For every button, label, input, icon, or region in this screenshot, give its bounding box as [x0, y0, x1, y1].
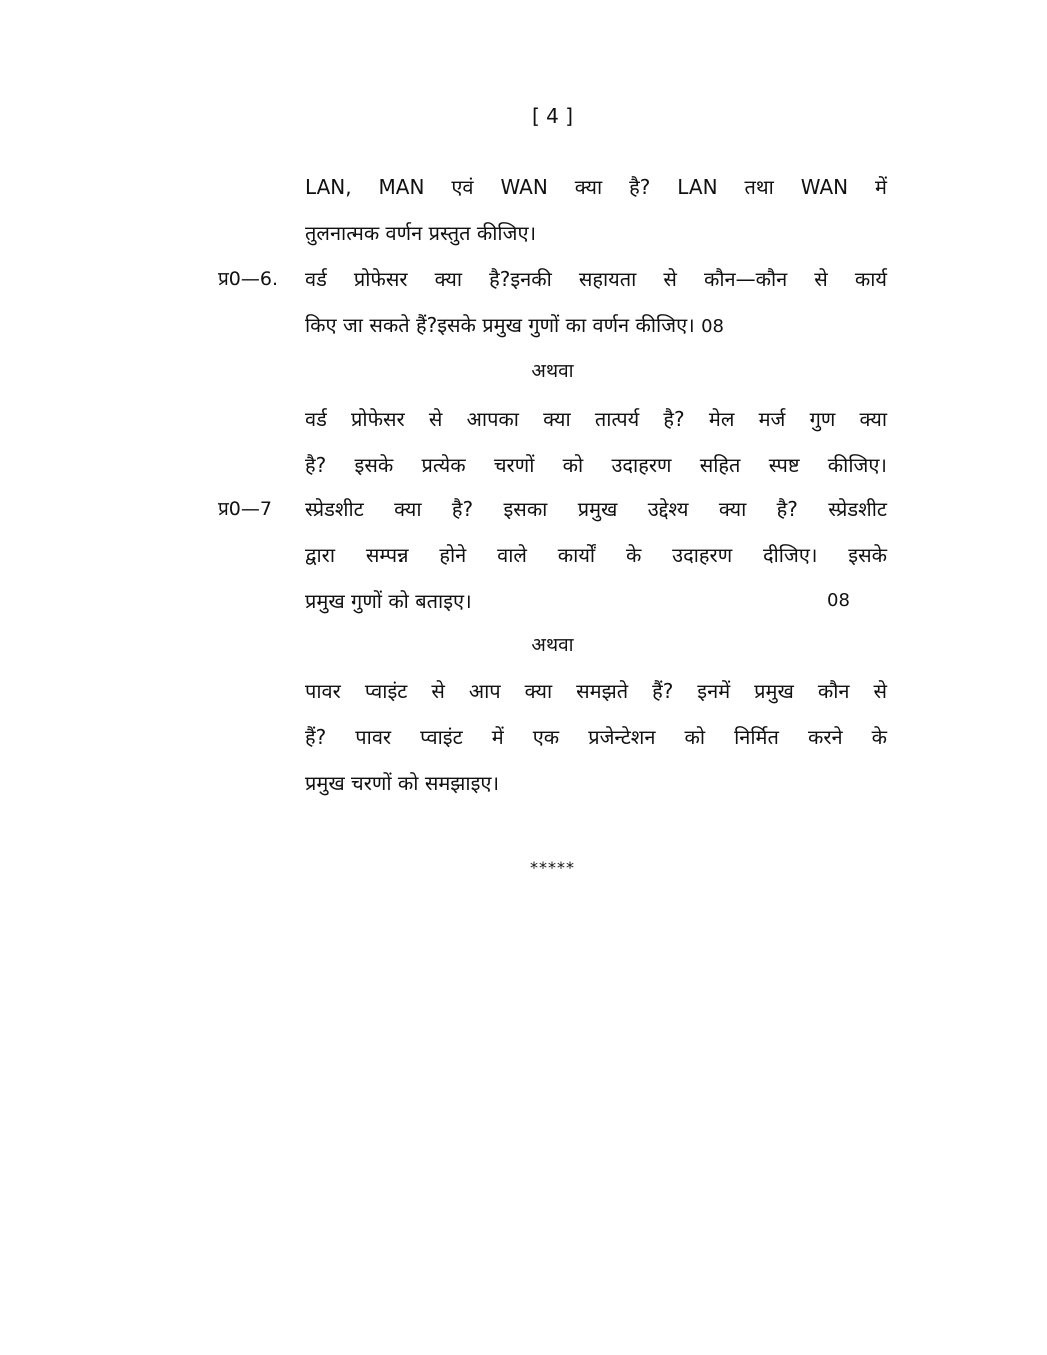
q6-text — [305, 256, 887, 350]
q6-line-2: किए जा सकते हैं?इसके प्रमुख गुणों का वर्णन कीजिए। — [305, 313, 695, 337]
q6-or-text — [305, 396, 887, 488]
end-of-paper-marker: ***** — [530, 858, 575, 877]
q5-or-line-2: तुलनात्मक वर्णन प्रस्तुत कीजिए। — [305, 221, 537, 245]
page-number: [ 4 ] — [531, 104, 574, 128]
q6-or-line-1: वर्ड प्रोफेसर से आपका क्या तात्पर्य है? मेल मर्ज गुण क्या — [305, 407, 887, 431]
q7-line-3: प्रमुख गुणों को बताइए। — [305, 589, 472, 613]
q6-marks: 08 — [701, 316, 724, 337]
q5-or-text — [305, 164, 887, 256]
q6-line-2-row — [305, 302, 887, 350]
or-label-2: अथवा — [531, 634, 574, 656]
q7-line-2: द्वारा सम्पन्न होने वाले कार्यों के उदाहरण दीजिए। इसके — [305, 543, 887, 567]
q6-or-line-2: है? इसके प्रत्येक चरणों को उदाहरण सहित स्पष्ट कीजिए। — [305, 453, 887, 477]
q7-label: प्र0—7 — [218, 498, 272, 520]
q6-line-1: वर्ड प्रोफेसर क्या है?इनकी सहायता से कौन—कौन से कार्य — [305, 267, 887, 291]
or-label-1: अथवा — [531, 360, 574, 382]
q7-or-line-1: पावर प्वाइंट से आप क्या समझते हैं? इनमें प्रमुख कौन से — [305, 679, 887, 703]
q7-marks: 08 — [827, 590, 850, 611]
q7-or-line-2: हैं? पावर प्वाइंट में एक प्रजेन्टेशन को निर्मित करने के — [305, 725, 887, 749]
q7-line-1: स्प्रेडशीट क्या है? इसका प्रमुख उद्देश्य क्या है? स्प्रेडशीट — [305, 497, 887, 521]
q7-text — [305, 486, 887, 624]
q6-label: प्र0—6. — [218, 268, 279, 290]
q7-or-line-3: प्रमुख चरणों को समझाइए। — [305, 771, 500, 795]
q7-or-text — [305, 668, 887, 806]
q5-or-line-1: LAN, MAN एवं WAN क्या है? LAN तथा WAN में — [305, 175, 887, 199]
